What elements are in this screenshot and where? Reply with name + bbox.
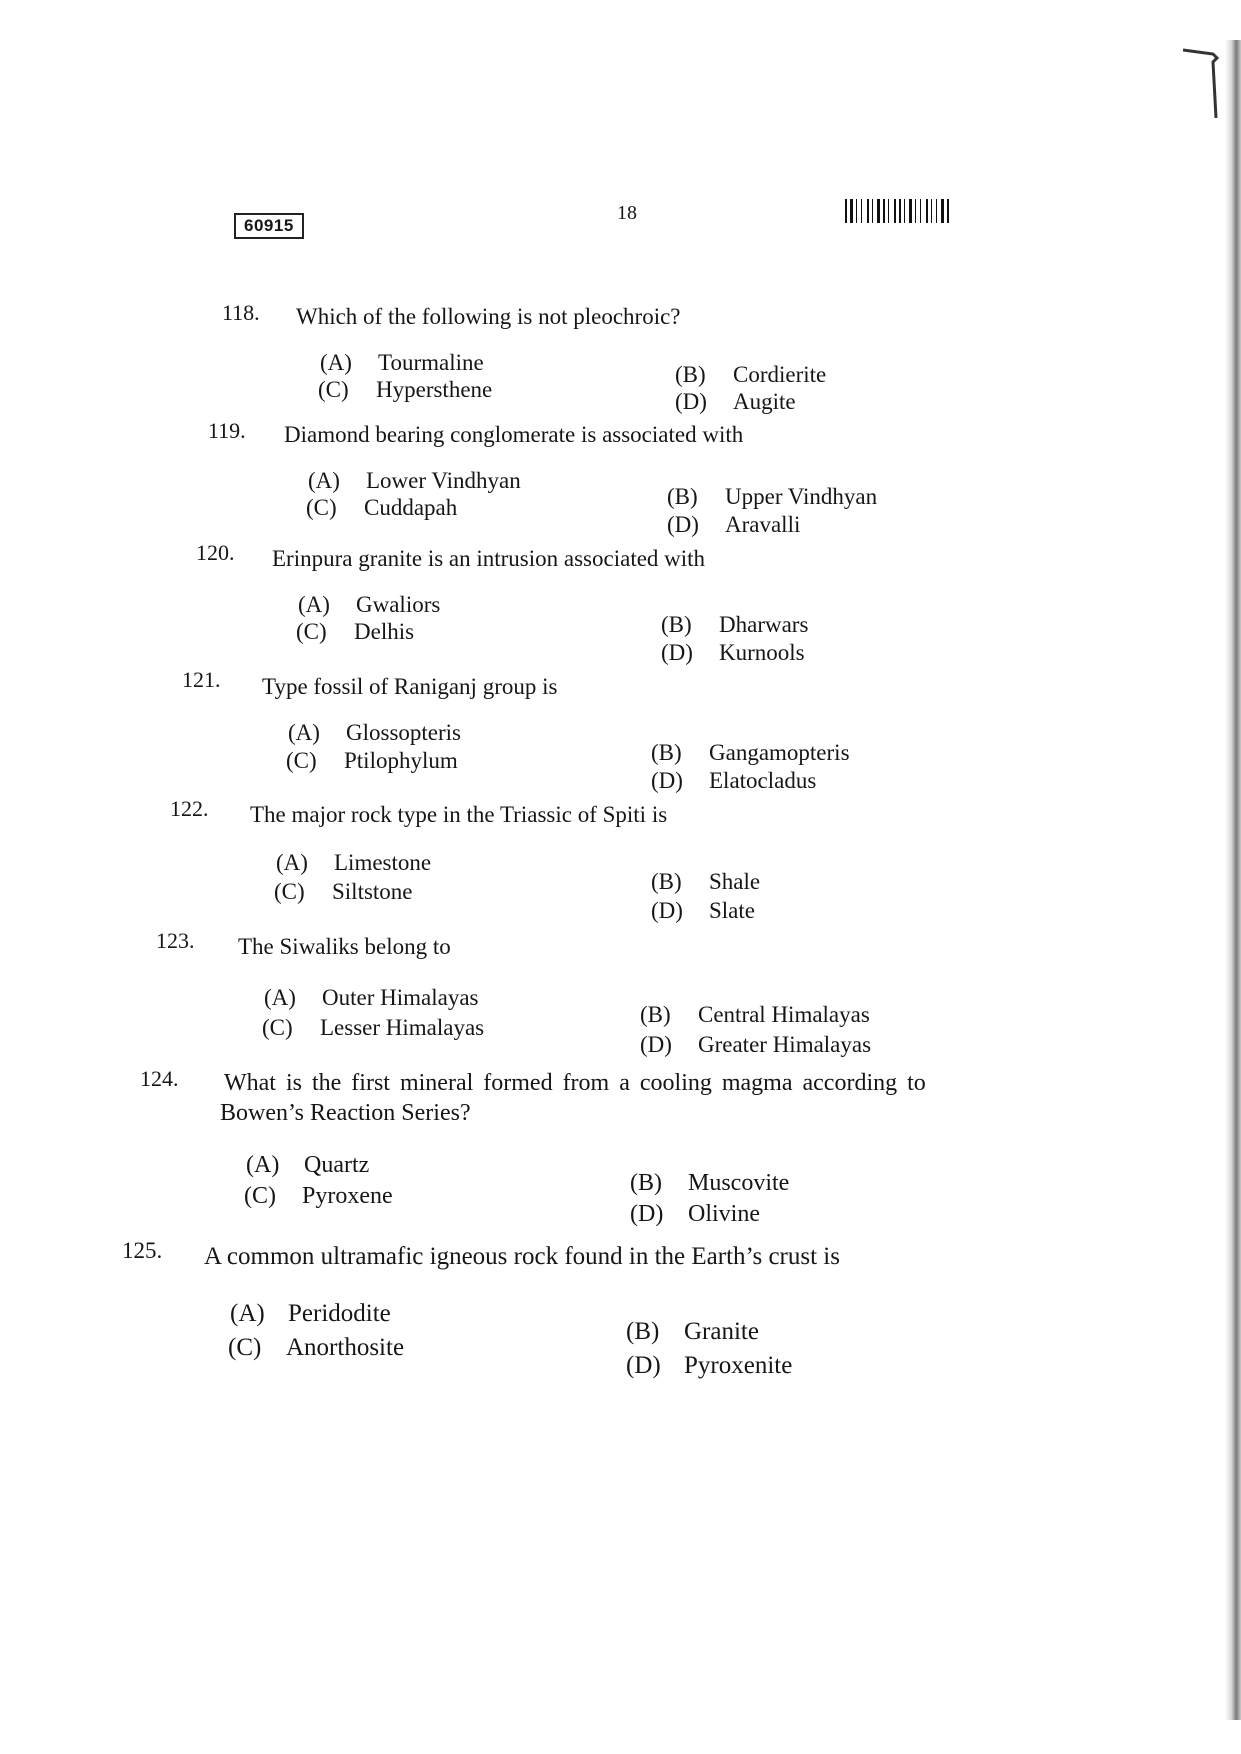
question-text: The Siwaliks belong to <box>238 934 451 959</box>
page-number: 18 <box>617 202 637 224</box>
barcode-bar <box>894 199 896 223</box>
option-letter: (A) <box>276 850 308 875</box>
option-d[interactable] <box>640 1032 871 1058</box>
barcode-bar <box>877 199 880 223</box>
barcode-bar <box>936 199 937 223</box>
option-c[interactable] <box>244 1183 393 1210</box>
question-number: 119. <box>208 418 246 443</box>
option-letter: (C) <box>244 1183 276 1209</box>
question-text: Which of the following is not pleochroic? <box>296 304 681 329</box>
option-text: Glossopteris <box>346 720 461 745</box>
option-text: Augite <box>733 389 796 414</box>
option-letter: (B) <box>667 484 698 509</box>
option-text: Lower Vindhyan <box>366 468 521 493</box>
option-b[interactable] <box>667 484 877 510</box>
question-number: 118. <box>222 300 260 325</box>
option-text: Upper Vindhyan <box>725 484 878 509</box>
option-text: Muscovite <box>688 1170 790 1196</box>
option-text: Slate <box>709 898 755 923</box>
option-letter: (B) <box>651 740 682 765</box>
question-text-line-2: Bowen’s Reaction Series? <box>220 1100 471 1126</box>
option-letter: (C) <box>296 619 327 644</box>
option-letter: (D) <box>630 1201 664 1227</box>
barcode-bar <box>926 199 928 223</box>
option-c[interactable] <box>262 1015 484 1041</box>
option-b[interactable] <box>661 612 808 638</box>
option-letter: (A) <box>320 350 352 375</box>
page-code: 60915 <box>234 213 304 239</box>
option-text: Pyroxene <box>302 1183 393 1209</box>
option-text: Cuddapah <box>364 495 458 520</box>
option-letter: (C) <box>274 879 305 904</box>
option-letter: (D) <box>640 1032 672 1057</box>
question-text: Erinpura granite is an intrusion associated with <box>272 546 706 571</box>
option-text: Central Himalayas <box>698 1002 870 1027</box>
option-b[interactable] <box>651 869 760 895</box>
question-number: 125. <box>122 1238 163 1263</box>
option-letter: (D) <box>667 512 699 537</box>
question-text: Type fossil of Raniganj group is <box>262 674 558 699</box>
option-a[interactable] <box>320 350 484 376</box>
barcode-bar <box>931 199 932 223</box>
option-text: Aravalli <box>725 512 801 537</box>
barcode-bar <box>904 199 905 223</box>
option-b[interactable] <box>630 1170 789 1197</box>
option-text: Gangamopteris <box>709 740 850 765</box>
barcode-bar <box>915 199 916 223</box>
option-text: Shale <box>709 869 761 894</box>
option-text: Ptilophylum <box>344 748 458 773</box>
option-text: Lesser Himalayas <box>320 1015 485 1040</box>
option-text: Anorthosite <box>286 1334 405 1361</box>
option-letter: (C) <box>306 495 337 520</box>
option-letter: (A) <box>308 468 340 493</box>
option-letter: (A) <box>246 1152 280 1178</box>
option-letter: (C) <box>318 377 349 402</box>
option-d[interactable] <box>667 512 800 538</box>
option-a[interactable] <box>230 1300 391 1328</box>
question-number: 120. <box>196 540 235 565</box>
option-text: Greater Himalayas <box>698 1032 872 1057</box>
option-text: Olivine <box>688 1201 760 1227</box>
option-text: Hypersthene <box>376 377 493 402</box>
question-text: Diamond bearing conglomerate is associated with <box>284 422 744 447</box>
barcode-bar <box>845 199 847 223</box>
question-number: 124. <box>140 1066 179 1091</box>
option-d[interactable] <box>630 1201 760 1228</box>
barcode-bar <box>909 199 912 223</box>
question-number: 123. <box>156 928 195 953</box>
option-c[interactable] <box>286 748 458 774</box>
question-number: 121. <box>182 667 221 692</box>
option-letter: (A) <box>288 720 320 745</box>
option-a[interactable] <box>308 468 521 494</box>
barcode-bar <box>941 199 944 223</box>
option-letter: (B) <box>626 1318 660 1345</box>
option-text: Limestone <box>334 850 432 875</box>
question-text: What is the first mineral formed from a cooling magma according to <box>224 1070 926 1096</box>
barcode <box>845 199 995 223</box>
question-number: 122. <box>170 796 209 821</box>
barcode-bar <box>861 199 862 223</box>
corner-mark <box>1183 48 1223 118</box>
option-text: Elatocladus <box>709 768 817 793</box>
option-letter: (B) <box>630 1170 662 1196</box>
barcode-bar <box>872 199 873 223</box>
option-letter: (C) <box>228 1334 262 1361</box>
option-d[interactable] <box>661 640 805 666</box>
option-text: Outer Himalayas <box>322 985 479 1010</box>
option-letter: (B) <box>675 362 706 387</box>
option-letter: (C) <box>262 1015 293 1040</box>
option-c[interactable] <box>318 377 492 403</box>
option-text: Dharwars <box>719 612 809 637</box>
question-text: The major rock type in the Triassic of Spiti is <box>250 802 668 827</box>
option-c[interactable] <box>274 879 413 905</box>
option-letter: (A) <box>298 592 330 617</box>
question-text: A common ultramafic igneous rock found in the Earth’s crust is <box>204 1243 840 1270</box>
option-a[interactable] <box>298 592 440 618</box>
option-c[interactable] <box>306 495 457 521</box>
option-d[interactable] <box>651 898 755 924</box>
option-a[interactable] <box>288 720 461 746</box>
option-letter: (B) <box>661 612 692 637</box>
option-letter: (C) <box>286 748 317 773</box>
barcode-bar <box>920 199 921 223</box>
barcode-bar <box>883 199 885 223</box>
option-text: Kurnools <box>719 640 805 665</box>
option-b[interactable] <box>640 1002 870 1028</box>
option-d[interactable] <box>626 1352 792 1380</box>
option-text: Quartz <box>304 1152 370 1178</box>
option-text: Peridodite <box>288 1300 391 1327</box>
option-letter: (D) <box>626 1352 661 1379</box>
option-a[interactable] <box>264 985 478 1011</box>
option-b[interactable] <box>651 740 850 766</box>
option-a[interactable] <box>246 1152 369 1179</box>
option-text: Tourmaline <box>378 350 484 375</box>
scan-edge-shadow <box>1225 40 1241 1720</box>
barcode-bar <box>888 199 889 223</box>
option-c[interactable] <box>296 619 414 645</box>
option-b[interactable] <box>675 362 826 388</box>
option-letter: (D) <box>675 389 707 414</box>
option-letter: (A) <box>230 1300 265 1327</box>
option-text: Pyroxenite <box>684 1352 793 1379</box>
option-letter: (D) <box>661 640 693 665</box>
option-text: Delhis <box>354 619 415 644</box>
barcode-bar <box>850 199 853 223</box>
option-text: Cordierite <box>733 362 827 387</box>
option-a[interactable] <box>276 850 431 876</box>
option-text: Siltstone <box>332 879 413 904</box>
option-letter: (A) <box>264 985 296 1010</box>
option-letter: (D) <box>651 768 683 793</box>
option-letter: (B) <box>651 869 682 894</box>
option-letter: (B) <box>640 1002 671 1027</box>
barcode-bar <box>899 199 901 223</box>
option-letter: (D) <box>651 898 683 923</box>
barcode-bar <box>947 199 949 223</box>
option-text: Gwaliors <box>356 592 441 617</box>
option-d[interactable] <box>651 768 816 794</box>
option-d[interactable] <box>675 389 796 415</box>
barcode-bar <box>856 199 857 223</box>
option-c[interactable] <box>228 1334 404 1362</box>
barcode-bar <box>867 199 869 223</box>
option-b[interactable] <box>626 1318 759 1346</box>
option-text: Granite <box>684 1318 759 1345</box>
